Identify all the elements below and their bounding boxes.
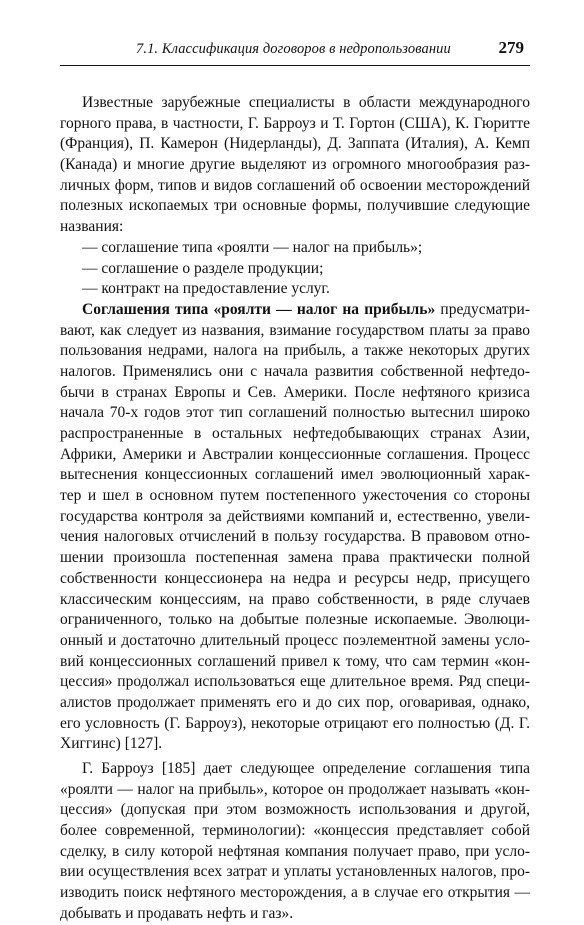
text-line: горного права, в частности, Г. Барроуз и Т. Гортон (США), К. Гюритте	[60, 114, 530, 132]
body-text	[60, 93, 530, 925]
text-line: сделку, в силу которой нефтяная компания получает право, при усло-	[60, 842, 530, 860]
text-line: (Канада) и многие другие выделяют из огромного многообразия раз-	[60, 156, 530, 174]
text-line: шении произошла постепенная замена права практически полной	[60, 549, 530, 567]
text-line: вают, как следует из названия, взимание государством платы за право	[60, 321, 530, 339]
text-line: классическим концессиям, на право собственности, в ряде случаев	[60, 590, 530, 608]
bold-term: Соглашения типа «роялти — налог на прибыль»	[82, 300, 436, 318]
text-line: Хиггинс) [127].	[60, 735, 163, 753]
list-item: — соглашение типа «роялти — налог на прибыль»;	[82, 238, 423, 256]
text-line	[60, 300, 530, 321]
paragraph-1	[60, 93, 530, 238]
text-line: налогов. Применялись они с начала развития собственной нефтедо-	[60, 362, 530, 380]
text-line: цессия» (допуская при этом возможность использования и другой,	[60, 801, 530, 819]
text-line: Известные зарубежные специалисты в области международного	[82, 94, 530, 111]
text-line: личных форм, типов и видов соглашений об освоении месторождений	[60, 176, 530, 194]
text-line: вытеснения концессионных соглашений имел эволюционный харак-	[60, 466, 530, 484]
text-line: чения налоговых отчислений в пользу государства. В правовом отно-	[60, 528, 530, 546]
text-line: онный и достаточно длительный процесс поэлементной замены усло-	[60, 631, 530, 649]
text-line: начала 70-х годов этот тип соглашений полностью вытеснил широко	[60, 404, 530, 422]
list-item: — контракт на предоставление услуг.	[82, 280, 330, 298]
text-line: «роялти — налог на прибыль», которое он продолжает называть «кон-	[60, 780, 530, 798]
text-line: цессия» продолжал использоваться еще длительное время. Ряд специ-	[60, 673, 530, 691]
text-line: пользования недрами, налога на прибыль, а также некоторых других	[60, 342, 530, 360]
text-line: вии осуществления всех затрат и уплаты установленных налогов, про-	[60, 863, 530, 881]
text-line: распространенные в остальных нефтедобывающих странах Азии,	[60, 425, 530, 442]
page-number: 279	[498, 38, 524, 57]
text-line: вий концессионных соглашений привел к тому, что сам термин «кон-	[60, 652, 530, 670]
text-line: названия:	[60, 218, 124, 236]
text-line: государства контроля за действиями компаний и, естественно, увели-	[60, 507, 530, 525]
running-title: 7.1. Классификация договоров в недропользовании	[136, 41, 451, 57]
text-line: тер и шел в основном путем постепенного ужесточения со стороны	[60, 487, 530, 505]
agreement-types-list	[60, 238, 530, 300]
header-rule	[60, 65, 530, 66]
paragraph-3	[60, 759, 530, 925]
text-line: более современной, терминологии): «концессия представляет собой	[60, 822, 530, 840]
running-header	[60, 38, 530, 64]
text-line: Африки, Америки и Австралии концессионные соглашения. Процесс	[60, 445, 530, 463]
list-item: — соглашение о разделе продукции;	[82, 259, 324, 277]
text-line: алистов продолжает применять его и до сих пор, оговаривая, однако,	[60, 693, 530, 711]
text-line: изводить поиск нефтяного месторождения, а в случае его открытия —	[60, 884, 530, 902]
text-line: полезных ископаемых три основные формы, получившие следующие	[60, 197, 530, 215]
text-line: его условность (Г. Барроуз), некоторые отрицают его полностью (Д. Г.	[60, 714, 530, 732]
text-line: добывать и продавать нефть и газ».	[60, 904, 294, 922]
text-line: (Франция), П. Камерон (Нидерланды), Д. Заппата (Италия), А. Кемп	[60, 135, 530, 153]
text-line: бычи в странах Европы и Сев. Америки. После нефтяного кризиса	[60, 383, 530, 401]
text-line: ограниченного, только на добытые полезные ископаемые. Эволюци-	[60, 611, 530, 629]
text-line: собственности концессионера на недра и ресурсы недр, присущего	[60, 569, 530, 587]
text-line: Г. Барроуз [185] дает следующее определение соглашения типа	[82, 760, 530, 777]
text-fragment: предусматри-	[435, 300, 530, 318]
paragraph-2	[60, 300, 530, 755]
